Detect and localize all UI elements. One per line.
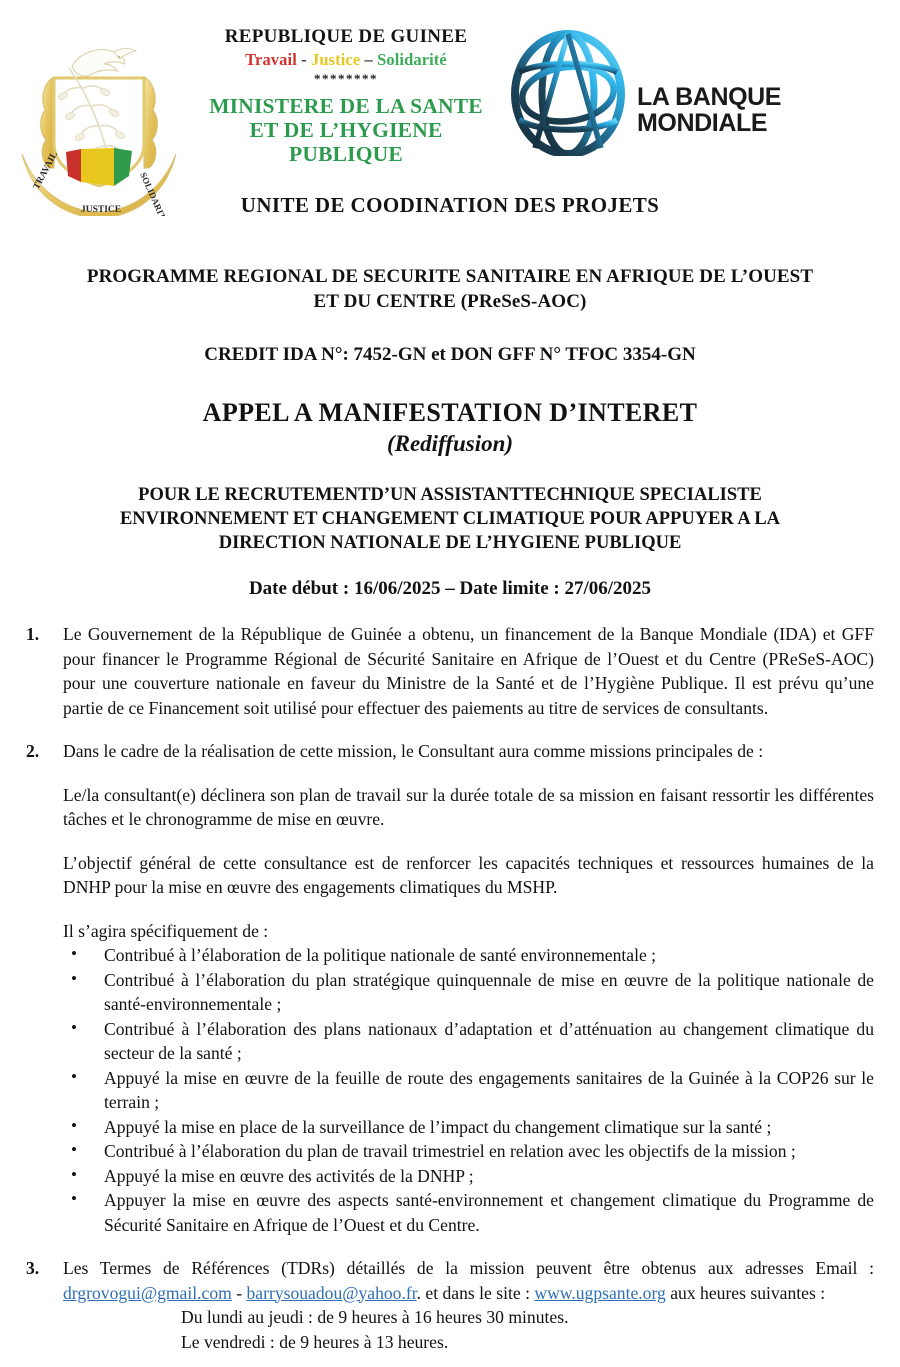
list-item: • Appuyé la mise en œuvre des activités de la DNHP ;: [70, 1164, 874, 1189]
star-divider: ********: [314, 71, 378, 86]
national-motto: [186, 50, 506, 70]
numbered-item-1: [26, 622, 874, 720]
item-3-intro-text: Les Termes de Références (TDRs) détaillés de la mission peuvent être obtenus aux adresses Email :: [63, 1258, 874, 1278]
guinea-flag-band: [66, 148, 132, 186]
motto-justice: Justice: [310, 50, 361, 69]
website-link[interactable]: www.ugpsante.org: [534, 1282, 666, 1303]
document-titles: [0, 264, 900, 600]
motto-separator-1: -: [301, 50, 307, 69]
email-link-1[interactable]: drgrovogui@gmail.com: [63, 1282, 232, 1303]
ministry-line-3: PUBLIQUE: [289, 142, 403, 166]
world-bank-logo: [505, 28, 785, 156]
item-2-text: Dans le cadre de la réalisation de cette mission, le Consultant aura comme missions principales de :: [63, 741, 764, 761]
item-2-number: 2.: [26, 741, 40, 761]
office-hours-friday: Le vendredi : de 9 heures à 13 heures.: [181, 1331, 449, 1352]
numbered-item-3: [26, 1256, 874, 1305]
object-line-2: ENVIRONNEMENT ET CHANGEMENT CLIMATIQUE POUR APPUYER A LA: [119, 509, 781, 529]
paragraph-specifically: Il s’agira spécifiquement de :: [63, 920, 269, 941]
item-1-text: Le Gouvernement de la République de Guinée a obtenu, un financement de la Banque Mondiale (IDA) et GFF pour financer le Programme Régional de Sécurité Sanitaire en Afrique de l’Ouest et du Centre (PReSeS-AOC) pour une couverture nationale en faveur du Ministre de la Santé et de l’Hygiène Publique. Il est prévu qu’une partie de ce Financement soit utilisé pour effectuer des paiements au titre de services de consultants.: [63, 624, 874, 718]
republic-title: REPUBLIQUE DE GUINEE: [224, 26, 468, 47]
list-item: • Contribué à l’élaboration de la politique nationale de santé environnementale ;: [70, 943, 874, 968]
motto-solidarite: Solidarité: [377, 50, 447, 69]
guinea-coat-of-arms-emblem: [14, 26, 184, 216]
paragraph-general-objective: L’objectif général de cette consultance est de renforcer les capacités techniques et ressources humaines de la DNHP pour la mise en œuvre des engagements climatiques du MSHP.: [63, 852, 874, 897]
list-item: • Contribué à l’élaboration du plan de travail trimestriel en relation avec les objectifs de la mission ;: [70, 1139, 874, 1164]
emblem-motto-travail: TRAVAIL: [31, 150, 61, 192]
world-bank-wordmark: [637, 84, 781, 136]
text-after-site: aux heures suivantes :: [670, 1282, 826, 1303]
rediffusion-subtitle: (Rediffusion): [386, 431, 514, 456]
project-unit-title: UNITE DE COODINATION DES PROJETS: [240, 193, 660, 217]
emblem-motto-justice: JUSTICE: [81, 205, 122, 215]
item-3-number: 3.: [26, 1258, 40, 1278]
text-after-emails: . et dans le site :: [416, 1282, 530, 1303]
programme-title: [38, 264, 862, 314]
motto-separator-2: –: [364, 50, 373, 69]
world-bank-line-2: MONDIALE: [637, 109, 768, 137]
dates-line: Date début : 16/06/2025 – Date limite : 27/06/2025: [248, 578, 652, 599]
emblem-motto-solidarite: SOLIDARITE: [138, 170, 171, 216]
item-1-number: 1.: [26, 624, 40, 644]
object-line-3: DIRECTION NATIONALE DE L’HYGIENE PUBLIQUE: [218, 533, 682, 553]
programme-title-line-1: PROGRAMME REGIONAL DE SECURITE SANITAIRE EN AFRIQUE DE L’OUEST: [86, 266, 814, 287]
numbered-item-2: [26, 739, 874, 764]
list-item: • Appuyé la mise en œuvre de la feuille de route des engagements sanitaires de la Guinée à la COP26 sur le terrain ;: [70, 1066, 874, 1115]
document-header: [0, 0, 900, 232]
list-item: • Appuyer la mise en œuvre des aspects santé-environnement et changement climatique du Programme de Sécurité Sanitaire en Afrique de l’Ouest et du Centre.: [70, 1188, 874, 1237]
email-separator: -: [236, 1282, 243, 1303]
office-hours-block: [26, 1305, 874, 1354]
list-item: • Appuyé la mise en place de la surveillance de l’impact du changement climatique sur la santé ;: [70, 1115, 874, 1140]
object-line-1: POUR LE RECRUTEMENTD’UN ASSISTANTTECHNIQUE SPECIALISTE: [138, 485, 762, 505]
email-link-2[interactable]: barrysouadou@yahoo.fr: [246, 1282, 417, 1303]
ministry-line-1: MINISTERE DE LA SANTE: [209, 94, 483, 118]
office-hours-weekdays: Du lundi au jeudi : de 9 heures à 16 heures 30 minutes.: [181, 1307, 569, 1327]
dove-icon: [72, 48, 136, 76]
main-title: APPEL A MANIFESTATION D’INTERET: [202, 398, 698, 427]
ministry-name: [186, 94, 506, 166]
world-bank-line-1: LA BANQUE: [637, 83, 782, 111]
globe-icon: [505, 28, 635, 156]
list-item: • Contribué à l’élaboration du plan stratégique quinquennale de mise en œuvre de la politique nationale de santé-environnementale ;: [70, 968, 874, 1017]
programme-title-line-2: ET DU CENTRE (PReSeS-AOC): [313, 291, 587, 312]
credit-reference: CREDIT IDA N°: 7452-GN et DON GFF N° TFOC 3354-GN: [204, 344, 696, 365]
recruitment-object: [38, 483, 862, 555]
ministry-header-block: [186, 26, 506, 166]
task-bullet-list: [26, 943, 874, 1237]
list-item: • Contribué à l’élaboration des plans nationaux d’adaptation et d’atténuation au changement climatique du secteur de la santé ;: [70, 1017, 874, 1066]
paragraph-workplan: Le/la consultant(e) déclinera son plan de travail sur la durée totale de sa mission en faisant ressortir les différentes tâches et le chronogramme de mise en œuvre.: [63, 784, 874, 829]
ministry-line-2: ET DE L’HYGIENE: [249, 118, 443, 142]
motto-travail: Travail: [245, 50, 297, 69]
document-body: [0, 622, 900, 1354]
